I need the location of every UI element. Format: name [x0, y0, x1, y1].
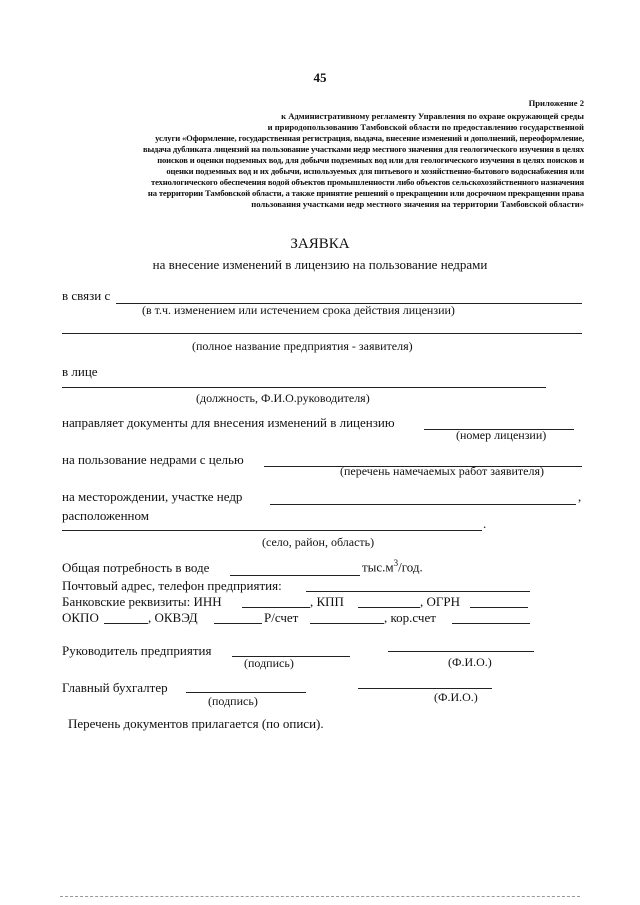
field-hint-company: (полное название предприятия - заявителя)	[192, 339, 413, 353]
label-accountant: Главный бухгалтер	[62, 680, 168, 695]
field-line-okpo[interactable]	[104, 623, 148, 624]
field-line-head[interactable]	[62, 387, 546, 388]
appendix-line: оценки подземных вод и их добычи, используемых для питьевого и хозяйственно-бытового водоснабжения или	[166, 166, 584, 176]
hint-fio-accountant: (Ф.И.О.)	[434, 690, 478, 704]
field-line-account[interactable]	[310, 623, 384, 624]
label-director: Руководитель предприятия	[62, 643, 212, 658]
field-line-kpp[interactable]	[358, 607, 420, 608]
field-label-corr-account: , кор.счет	[384, 610, 436, 625]
field-label-located: расположенном	[62, 508, 149, 523]
field-line-water[interactable]	[230, 575, 360, 576]
water-unit-tail: /год.	[398, 559, 423, 575]
field-label-okpo: ОКПО	[62, 610, 99, 625]
field-label-inn: Банковские реквизиты: ИНН	[62, 594, 222, 609]
appendix-line: к Административному регламенту Управления по охране окружающей среды	[281, 111, 584, 121]
water-unit-main: тыс.м	[362, 559, 394, 575]
water-unit	[362, 558, 423, 575]
field-label-purpose: на пользование недрами с целью	[62, 452, 244, 467]
field-label-in-person: в лице	[62, 364, 98, 379]
field-hint-works: (перечень намечаемых работ заявителя)	[340, 464, 545, 478]
field-label-in-connection: в связи с	[62, 288, 111, 303]
appendix-line: пользования участками недр местного значения на территории Тамбовской области»	[251, 199, 584, 209]
field-line-postal[interactable]	[306, 591, 530, 592]
field-label-sends-docs: направляет документы для внесения изменений в лицензию	[62, 415, 395, 430]
field-label-kpp: , КПП	[310, 594, 344, 609]
document-subtitle: на внесение изменений в лицензию на пользование недрами	[152, 257, 488, 272]
appendix-line: поисков и оценки подземных вод, для добычи подземных вод или для геологического изучения в целях поисков и	[157, 155, 584, 165]
appendix-line: выдача дубликата лицензий на пользование участками недр местного значения для геологического изучения в целях	[143, 144, 584, 154]
document-title: ЗАЯВКА	[290, 236, 350, 252]
field-line-inn[interactable]	[242, 607, 310, 608]
field-line-deposit[interactable]	[270, 504, 576, 505]
field-hint-head: (должность, Ф.И.О.руководителя)	[196, 391, 370, 405]
field-hint-place: (село, район, область)	[262, 535, 375, 549]
field-line-ogrn[interactable]	[470, 607, 528, 608]
field-label-postal: Почтовый адрес, телефон предприятия:	[62, 578, 282, 593]
field-hint-license: (номер лицензии)	[456, 428, 547, 442]
hint-signature-accountant: (подпись)	[208, 694, 258, 708]
docs-list-note: Перечень документов прилагается (по описи).	[68, 716, 324, 731]
hint-signature-director: (подпись)	[244, 656, 294, 670]
field-label-deposit: на месторождении, участке недр	[62, 489, 243, 504]
appendix-line: услуги «Оформление, государственная регистрация, выдача, внесение изменений и дополнений, переоформление,	[155, 133, 584, 143]
field-line-corr-account[interactable]	[452, 623, 530, 624]
scan-bottom-edge	[60, 896, 580, 897]
comma-mark: ,	[578, 489, 582, 504]
appendix-label: Приложение 2	[528, 98, 584, 108]
signature-line-accountant[interactable]	[186, 692, 306, 693]
field-line-place[interactable]	[62, 530, 482, 531]
field-label-ogrn: , ОГРН	[420, 594, 461, 609]
field-label-water: Общая потребность в воде	[62, 560, 210, 575]
appendix-line: на территории Тамбовской области, а также принятие решений о прекращении или досрочном прекращении права	[147, 188, 584, 198]
hint-fio-director: (Ф.И.О.)	[448, 655, 492, 669]
field-hint-in-connection: (в т.ч. изменением или истечением срока действия лицензии)	[142, 303, 455, 317]
field-line-okved[interactable]	[214, 623, 262, 624]
page-number: 45	[313, 70, 327, 85]
fio-line-accountant[interactable]	[358, 688, 492, 689]
appendix-line: и природопользованию Тамбовской области по предоставлению государственной	[267, 122, 584, 132]
field-label-okved: , ОКВЭД	[148, 610, 198, 625]
field-line-company[interactable]	[62, 333, 582, 334]
fio-line-director[interactable]	[388, 651, 534, 652]
field-label-account: Р/счет	[264, 610, 299, 625]
period-mark: .	[483, 516, 487, 531]
water-unit-sup: 3	[393, 558, 399, 568]
appendix-line: технологического обеспечения водой объектов промышленности либо объектов сельскохозяйственного назначения	[151, 177, 584, 187]
